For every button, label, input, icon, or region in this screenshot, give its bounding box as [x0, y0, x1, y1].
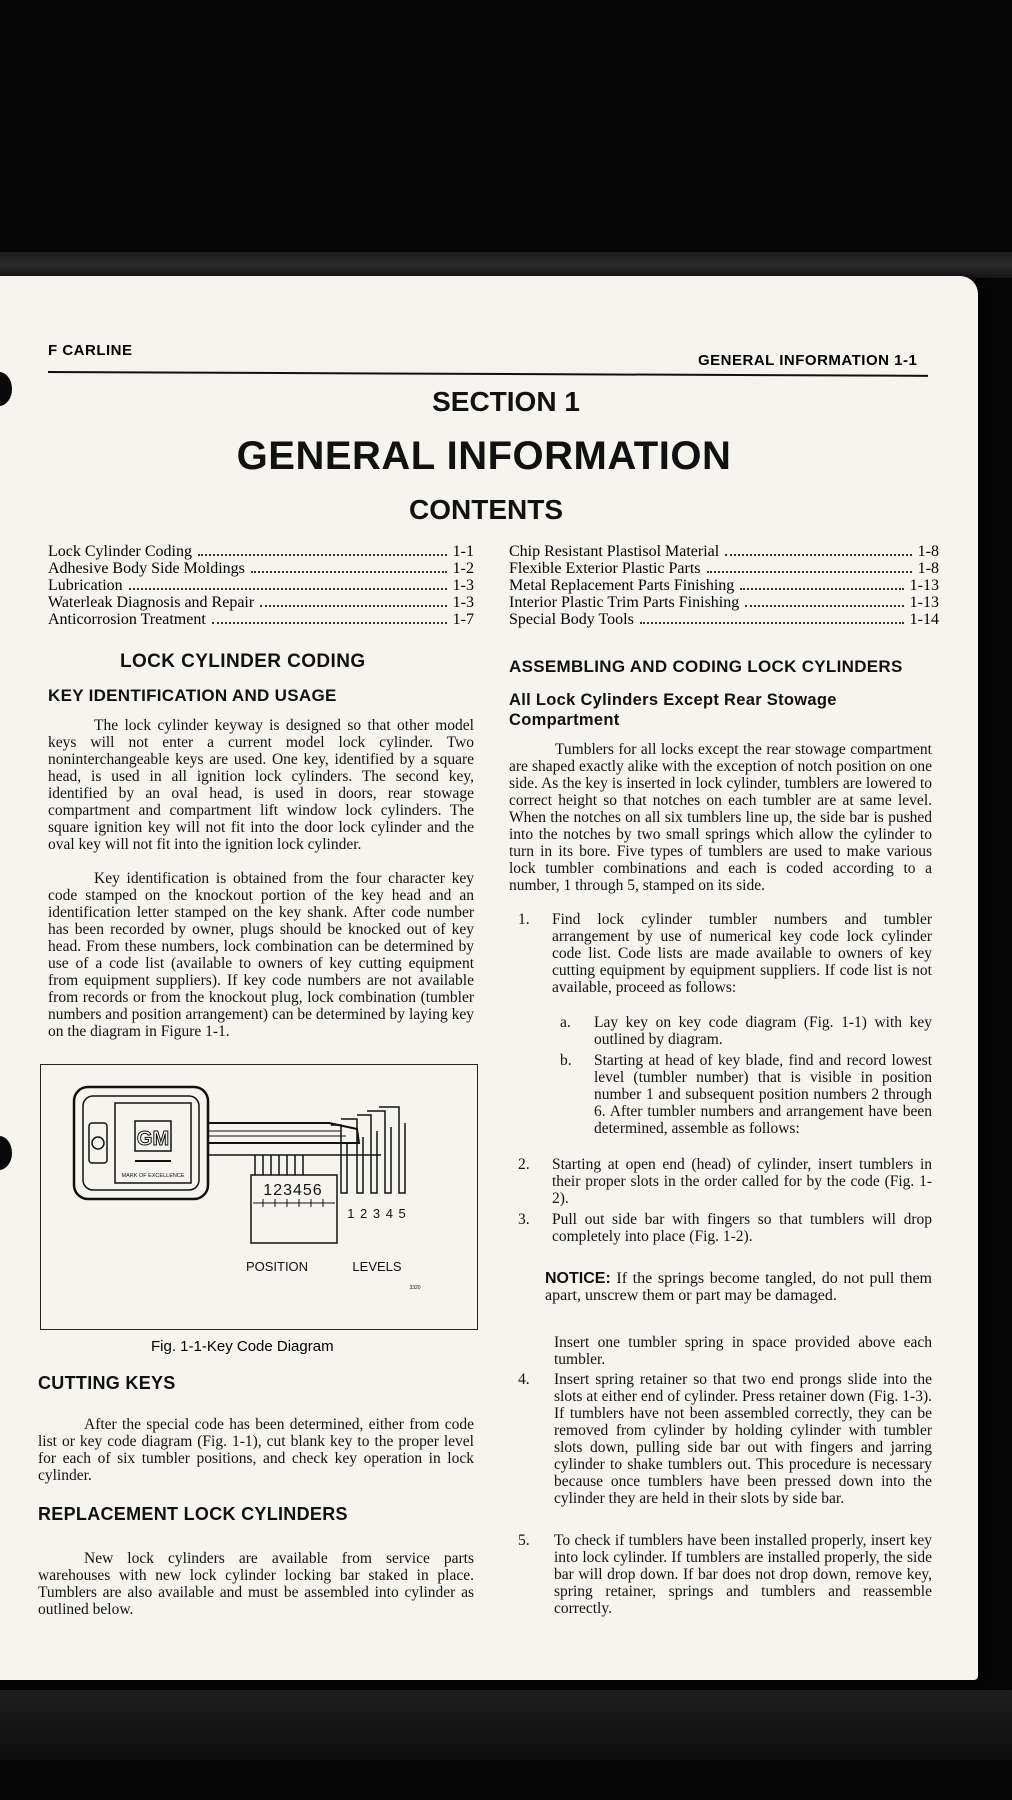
toc-entry[interactable]: Anticorrosion Treatment 1-7	[48, 611, 474, 628]
paragraph-tumblers: Tumblers for all locks except the rear stowage compartment are shaped exactly alike with the exception of notch position on one side. As the key is inserted in lock cylinder, tumblers are lowered to correct height so that notches on each tumbler are at same level. When the notches on all six tumblers line up, the side bar is pushed into the notches by two small springs which allow the cylinder to turn in its bore. Five types of tumblers are used to make various lock tumbler combinations and each is coded according to a number, 1 through 5, stamped on its side.	[509, 741, 932, 894]
binder-hole	[0, 1136, 12, 1170]
step-1a: a. Lay key on key code diagram (Fig. 1-1) with key outlined by diagram.	[560, 1014, 932, 1048]
notice-text: If the springs become tangled, do not pull them apart, unscrew them or part may be damaged.	[545, 1270, 932, 1304]
position-label: POSITION	[245, 1259, 309, 1274]
position-numbers: 123456	[263, 1182, 323, 1199]
page-title: GENERAL INFORMATION	[236, 434, 732, 478]
toc-entry[interactable]: Flexible Exterior Plastic Parts 1-8	[509, 560, 939, 577]
running-header-left: F CARLINE	[48, 342, 133, 359]
heading-assembling: ASSEMBLING AND CODING LOCK CYLINDERS	[509, 657, 903, 676]
figure-ref-number: 3320	[409, 1285, 421, 1291]
key-diagram-svg	[41, 1065, 477, 1329]
toc-entry[interactable]: Metal Replacement Parts Finishing 1-13	[509, 577, 939, 594]
section-label: SECTION 1	[432, 386, 580, 417]
heading-key-identification: KEY IDENTIFICATION AND USAGE	[48, 686, 337, 705]
key-shank	[208, 1123, 359, 1143]
step-1b: b. Starting at head of key blade, find and record lowest level (tumbler number) that is visible in position number 1 and subsequent position numbers 2 through 6. After tumbler numbers and arrangement have been determined, assemble as follows:	[560, 1052, 932, 1137]
manual-page	[0, 276, 978, 1680]
step-3: 3. Pull out side bar with fingers so that tumblers will drop completely into place (Fig. 1-2).	[518, 1211, 932, 1245]
heading-lock-cylinder-coding: LOCK CYLINDER CODING	[120, 651, 366, 672]
contents-heading: CONTENTS	[409, 494, 563, 525]
gm-logo: GM	[136, 1128, 170, 1150]
toc-left	[48, 543, 474, 628]
notice-label: NOTICE:	[545, 1270, 611, 1287]
paragraph-insert-spring: Insert one tumbler spring in space provided above each tumbler.	[554, 1334, 932, 1368]
toc-entry[interactable]: Lock Cylinder Coding 1-1	[48, 543, 474, 560]
toc-entry[interactable]: Chip Resistant Plastisol Material 1-8	[509, 543, 939, 560]
key-ring-hole	[92, 1137, 104, 1149]
toc-right	[509, 543, 939, 628]
toc-entry[interactable]: Special Body Tools 1-14	[509, 611, 939, 628]
position-ticks	[255, 1155, 303, 1175]
step-1: 1. Find lock cylinder tumbler numbers and tumbler arrangement by use of numerical key code lock cylinder code list. Code lists are made available to owners of key cutting equipment by equipment suppliers. If code list is not available, proceed as follows:	[518, 911, 932, 996]
levels-label: LEVELS	[352, 1259, 402, 1274]
heading-all-lock-cylinders: All Lock Cylinders Except Rear Stowage Compartment	[509, 691, 837, 729]
binder-edge-top	[0, 252, 1012, 278]
binder-hole	[0, 372, 12, 406]
step-5: 5. To check if tumblers have been installed properly, insert key into lock cylinder. If tumblers are installed properly, the side bar will drop down. If bar does not drop down, remove key, spring retainer, springs and tumblers and reassemble correctly.	[518, 1532, 932, 1617]
step-2: 2. Starting at open end (head) of cylinder, insert tumblers in their proper slots in the order called for by the code (Fig. 1-2).	[518, 1156, 932, 1207]
paragraph-replacement: New lock cylinders are available from service parts warehouses with new lock cylinder locking bar staked in place. Tumblers are also available and must be assembled into cylinder as outlined below.	[38, 1550, 474, 1618]
paragraph-keyway: The lock cylinder keyway is designed so that other model keys will not enter a current model lock cylinder. Two noninterchangeable keys are used. One key, identified by a square head, is used in all ignition lock cylinders. The second key, identified by an oval head, is used in doors, rear stowage compartment and compartment lift window lock cylinders. The square ignition key will not fit into the door lock cylinder and the oval key will not fit into the ignition lock cylinder.	[48, 717, 474, 853]
level-numbers: 1 2 3 4 5	[347, 1206, 407, 1221]
figure-caption: Fig. 1-1-Key Code Diagram	[151, 1338, 334, 1355]
mark-of-excellence: MARK OF EXCELLENCE	[121, 1173, 185, 1179]
step-4: 4. Insert spring retainer so that two end prongs slide into the slots at either end of cylinder. Press retainer down (Fig. 1-3). If tumblers have not been assembled correctly, they can be removed from cylinder by holding cylinder with tumbler slots down, pulling side bar out with fingers and jarring cylinder to shake tumblers out. This procedure is necessary because once tumblers have been pressed down into the cylinder they are held in their slots by side bar.	[518, 1371, 932, 1507]
figure-key-code-diagram	[40, 1064, 478, 1330]
toc-entry[interactable]: Interior Plastic Trim Parts Finishing 1-13	[509, 594, 939, 611]
binder-edge-bottom	[0, 1690, 1012, 1760]
level-bars	[331, 1107, 405, 1193]
heading-replacement: REPLACEMENT LOCK CYLINDERS	[38, 1504, 348, 1524]
toc-entry[interactable]: Waterleak Diagnosis and Repair 1-3	[48, 594, 474, 611]
header-rule	[48, 371, 928, 377]
toc-entry[interactable]: Adhesive Body Side Moldings 1-2	[48, 560, 474, 577]
running-header-right: GENERAL INFORMATION 1-1	[698, 352, 918, 369]
heading-cutting-keys: CUTTING KEYS	[38, 1373, 176, 1393]
notice-block	[545, 1270, 932, 1304]
paragraph-key-identification: Key identification is obtained from the four character key code stamped on the knockout portion of the key head and an identification letter stamped on the key shank. After code number has been recorded by owner, plugs should be knocked out of key head. From these numbers, lock combination can be determined by use of a code list (available to owners of key cutting equipment from equipment suppliers). If key code numbers are not available from records or from the knockout plug, lock combination (tumbler numbers and position arrangement) can be determined by laying key on the diagram in Figure 1-1.	[48, 870, 474, 1040]
toc-entry[interactable]: Lubrication 1-3	[48, 577, 474, 594]
paragraph-cutting-keys: After the special code has been determined, either from code list or key code diagram (Fig. 1-1), cut blank key to the proper level for each of six tumbler positions, and check key operation in lock cylinder.	[38, 1416, 474, 1484]
